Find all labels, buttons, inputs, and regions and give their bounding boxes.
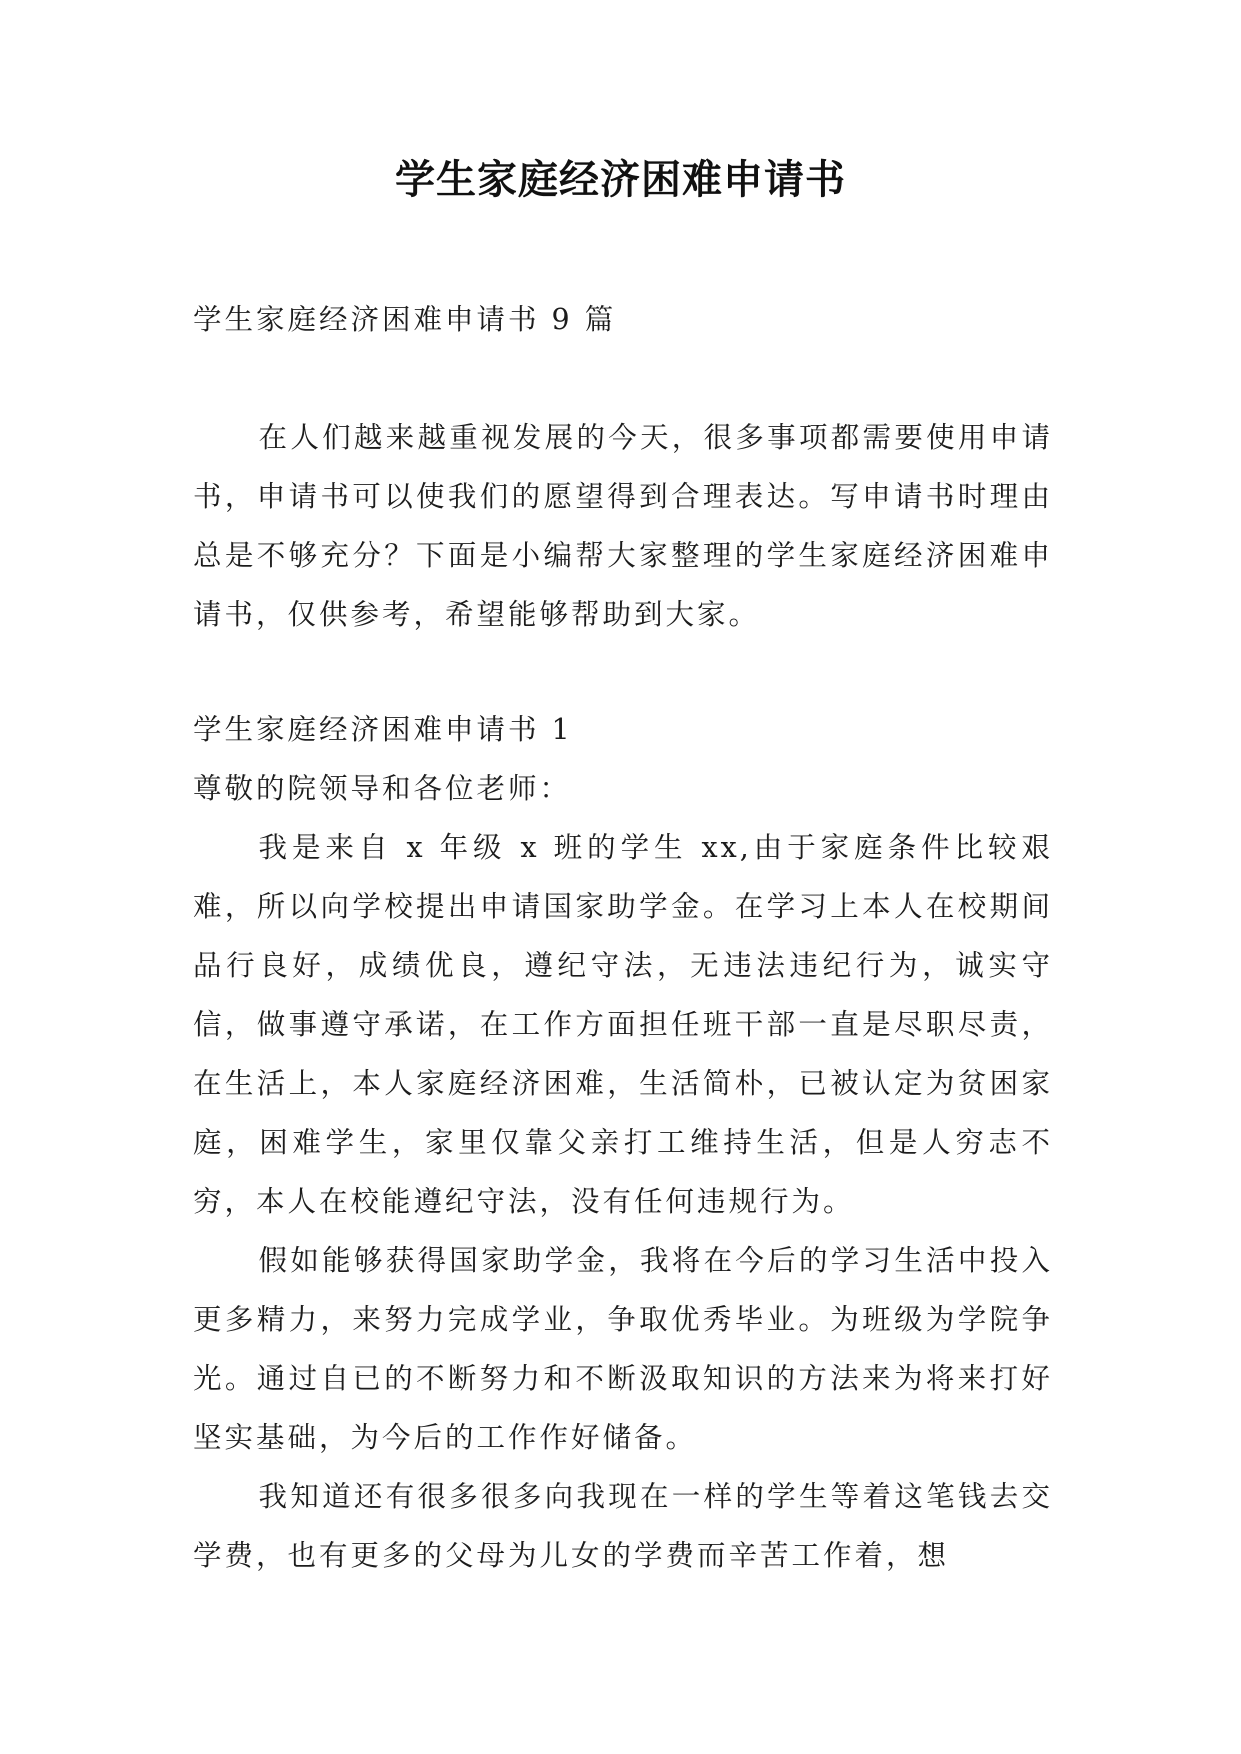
intro-paragraph: 在人们越来越重视发展的今天，很多事项都需要使用申请书，申请书可以使我们的愿望得到合理表达。写申请书时理由总是不够充分？下面是小编帮大家整理的学生家庭经济困难申请书，仅供参考，希望能够帮助到大家。 bbox=[193, 421, 1053, 631]
salutation: 尊敬的院领导和各位老师： bbox=[193, 772, 572, 805]
document-subtitle: 学生家庭经济困难申请书 9 篇 bbox=[193, 303, 617, 336]
body-paragraph-1: 我是来自 x 年级 x 班的学生 xx,由于家庭条件比较艰难，所以向学校提出申请国家助学金。在学习上本人在校期间品行良好，成绩优良，遵纪守法，无违法违纪行为，诚实守信，做事遵守承诺，在工作方面担任班干部一直是尽职尽责，在生活上，本人家庭经济困难，生活简朴，已被认定为贫困家庭，困难学生，家里仅靠父亲打工维持生活，但是人穷志不穷，本人在校能遵纪守法，没有任何违规行为。 bbox=[193, 831, 1053, 1218]
body-paragraph-3: 我知道还有很多很多向我现在一样的学生等着这笔钱去交学费，也有更多的父母为儿女的学费而辛苦工作着，想 bbox=[193, 1480, 1053, 1572]
body-paragraph-2: 假如能够获得国家助学金，我将在今后的学习生活中投入更多精力，来努力完成学业，争取优秀毕业。为班级为学院争光。通过自已的不断努力和不断汲取知识的方法来为将来打好坚实基础，为今后的工作作好储备。 bbox=[193, 1244, 1053, 1454]
document-title: 学生家庭经济困难申请书 bbox=[395, 156, 846, 203]
section-heading: 学生家庭经济困难申请书 1 bbox=[193, 713, 573, 746]
